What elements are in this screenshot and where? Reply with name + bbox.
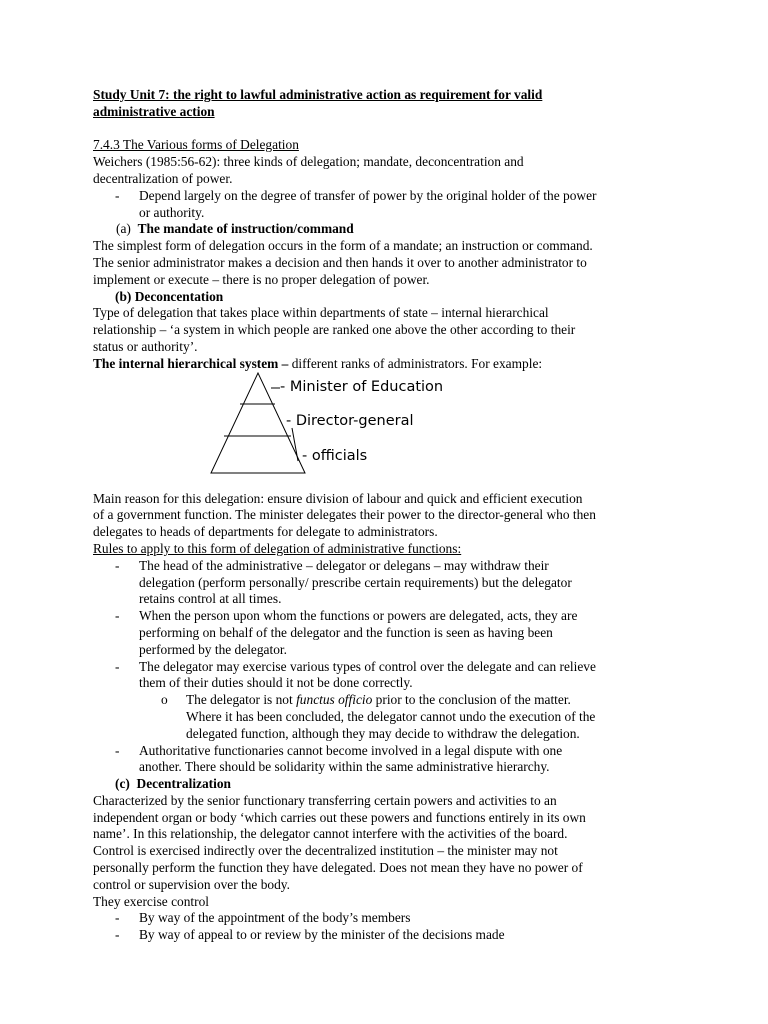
bullet-dash: -	[115, 187, 120, 203]
hierarchy-text: different ranks of administrators. For example:	[288, 355, 543, 371]
reason-line: of a government function. The minister delegates their power to the director-general who then	[93, 507, 596, 523]
mandate-heading	[93, 221, 683, 238]
pyramid-label-bottom: - officials	[302, 447, 368, 464]
list-item	[93, 558, 683, 608]
decentralization-body-line: Control is exercised indirectly over the decentralized institution – the minister may not	[93, 843, 558, 859]
list-item-text: performed by the delegator.	[139, 641, 287, 657]
list-item	[93, 743, 683, 777]
list-item-text: The head of the administrative – delegator or delegans – may withdraw their	[139, 557, 549, 573]
list-item	[93, 188, 683, 222]
bullet-dash: -	[115, 608, 120, 624]
section-heading: 7.4.3 The Various forms of Delegation	[93, 137, 299, 153]
list-item-text: performing on behalf of the delegator and the function is seen as having been	[139, 624, 553, 640]
decentralization-body-line: Characterized by the senior functionary transferring certain powers and activities to an	[93, 792, 557, 808]
bullet-dash: -	[115, 557, 120, 573]
reason-line: Main reason for this delegation: ensure division of labour and quick and efficient execution	[93, 490, 583, 506]
list-item-text: Authoritative functionaries cannot become involved in a legal dispute with one	[139, 742, 563, 758]
bullet-dash: -	[115, 742, 120, 758]
mandate-heading-text: The mandate of instruction/command	[137, 221, 354, 237]
decentralization-body-line: independent organ or body ‘which carries out these powers and functions entirely in its own	[93, 809, 586, 825]
rules-heading: Rules to apply to this form of delegation of administrative functions:	[93, 540, 462, 556]
list-item-text: retains control at all times.	[139, 591, 282, 607]
list-item-text: The delegator may exercise various types of control over the delegate and can relieve	[139, 658, 596, 674]
bullet-dash: -	[115, 927, 120, 943]
sub-text-italic: functus officio	[296, 692, 373, 708]
document-title-line-2: administrative action	[93, 103, 215, 119]
intro-line-1: Weichers (1985:56-62): three kinds of delegation; mandate, deconcentration and	[93, 154, 524, 170]
mandate-body-line: The simplest form of delegation occurs in the form of a mandate; an instruction or command.	[93, 238, 593, 254]
list-item-text: them of their duties should it not be done correctly.	[139, 675, 413, 691]
sub-list-item-text: Where it has been concluded, the delegator cannot undo the execution of the	[186, 708, 596, 724]
sub-text-post: prior to the conclusion of the matter.	[372, 692, 571, 708]
decentralization-body-line: control or supervision over the body.	[93, 876, 290, 892]
list-item	[93, 910, 683, 927]
decentralization-body-line: name’. In this relationship, the delegator cannot interfere with the activities of the board.	[93, 826, 568, 842]
deconcentration-body-line: status or authority’.	[93, 338, 198, 354]
bullet-dash: -	[115, 658, 120, 674]
decentralization-body-line: They exercise control	[93, 893, 209, 909]
circle-bullet-icon: o	[161, 692, 168, 708]
decentralization-heading: (c) Decentralization	[115, 776, 232, 792]
list-item-text: By way of the appointment of the body’s members	[139, 910, 411, 926]
list-item-text: By way of appeal to or review by the minister of the decisions made	[139, 927, 505, 943]
sub-list-item-first-line	[186, 692, 683, 709]
mandate-body-line: The senior administrator makes a decision and then hands it over to another administrator to	[93, 254, 587, 270]
list-item	[93, 608, 683, 658]
list-item-text: delegation (perform personally/ prescribe certain requirements) but the delegator	[139, 574, 572, 590]
sub-list-item-text: delegated function, although they may decide to withdraw the delegation.	[186, 725, 580, 741]
reason-line: delegates to heads of departments for delegate to administrators.	[93, 524, 438, 540]
pyramid-label-top: - Minister of Education	[280, 378, 444, 395]
intro-line-2: decentralization of power.	[93, 170, 233, 186]
list-item-text: another. There should be solidarity within the same administrative hierarchy.	[139, 759, 550, 775]
deconcentration-heading: (b) Deconcentation	[115, 288, 224, 304]
deconcentration-body-line: relationship – ‘a system in which people are ranked one above the other according to their	[93, 322, 576, 338]
list-item-text: or authority.	[139, 204, 205, 220]
list-item-text: Depend largely on the degree of transfer of power by the original holder of the power	[139, 187, 597, 203]
mandate-body-line: implement or execute – there is no proper delegation of power.	[93, 271, 430, 287]
decentralization-body-line: personally perform the function they have delegated. Does not mean they have no power of	[93, 860, 583, 876]
hierarchy-pyramid-diagram	[93, 373, 683, 491]
sub-text-pre: The delegator is not	[186, 692, 297, 708]
list-item	[93, 927, 683, 944]
list-item-text: When the person upon whom the functions or powers are delegated, acts, they are	[139, 608, 578, 624]
pyramid-label-middle: - Director-general	[286, 412, 414, 429]
mandate-marker: (a)	[116, 221, 131, 237]
sub-list-item	[93, 692, 683, 742]
hierarchy-label: The internal hierarchical system –	[93, 355, 289, 371]
bullet-dash: -	[115, 910, 120, 926]
document-page	[93, 87, 683, 944]
document-title-line-1: Study Unit 7: the right to lawful administrative action as requirement for valid	[93, 87, 543, 102]
list-item	[93, 659, 683, 693]
deconcentration-body-line: Type of delegation that takes place within departments of state – internal hierarchical	[93, 305, 549, 321]
